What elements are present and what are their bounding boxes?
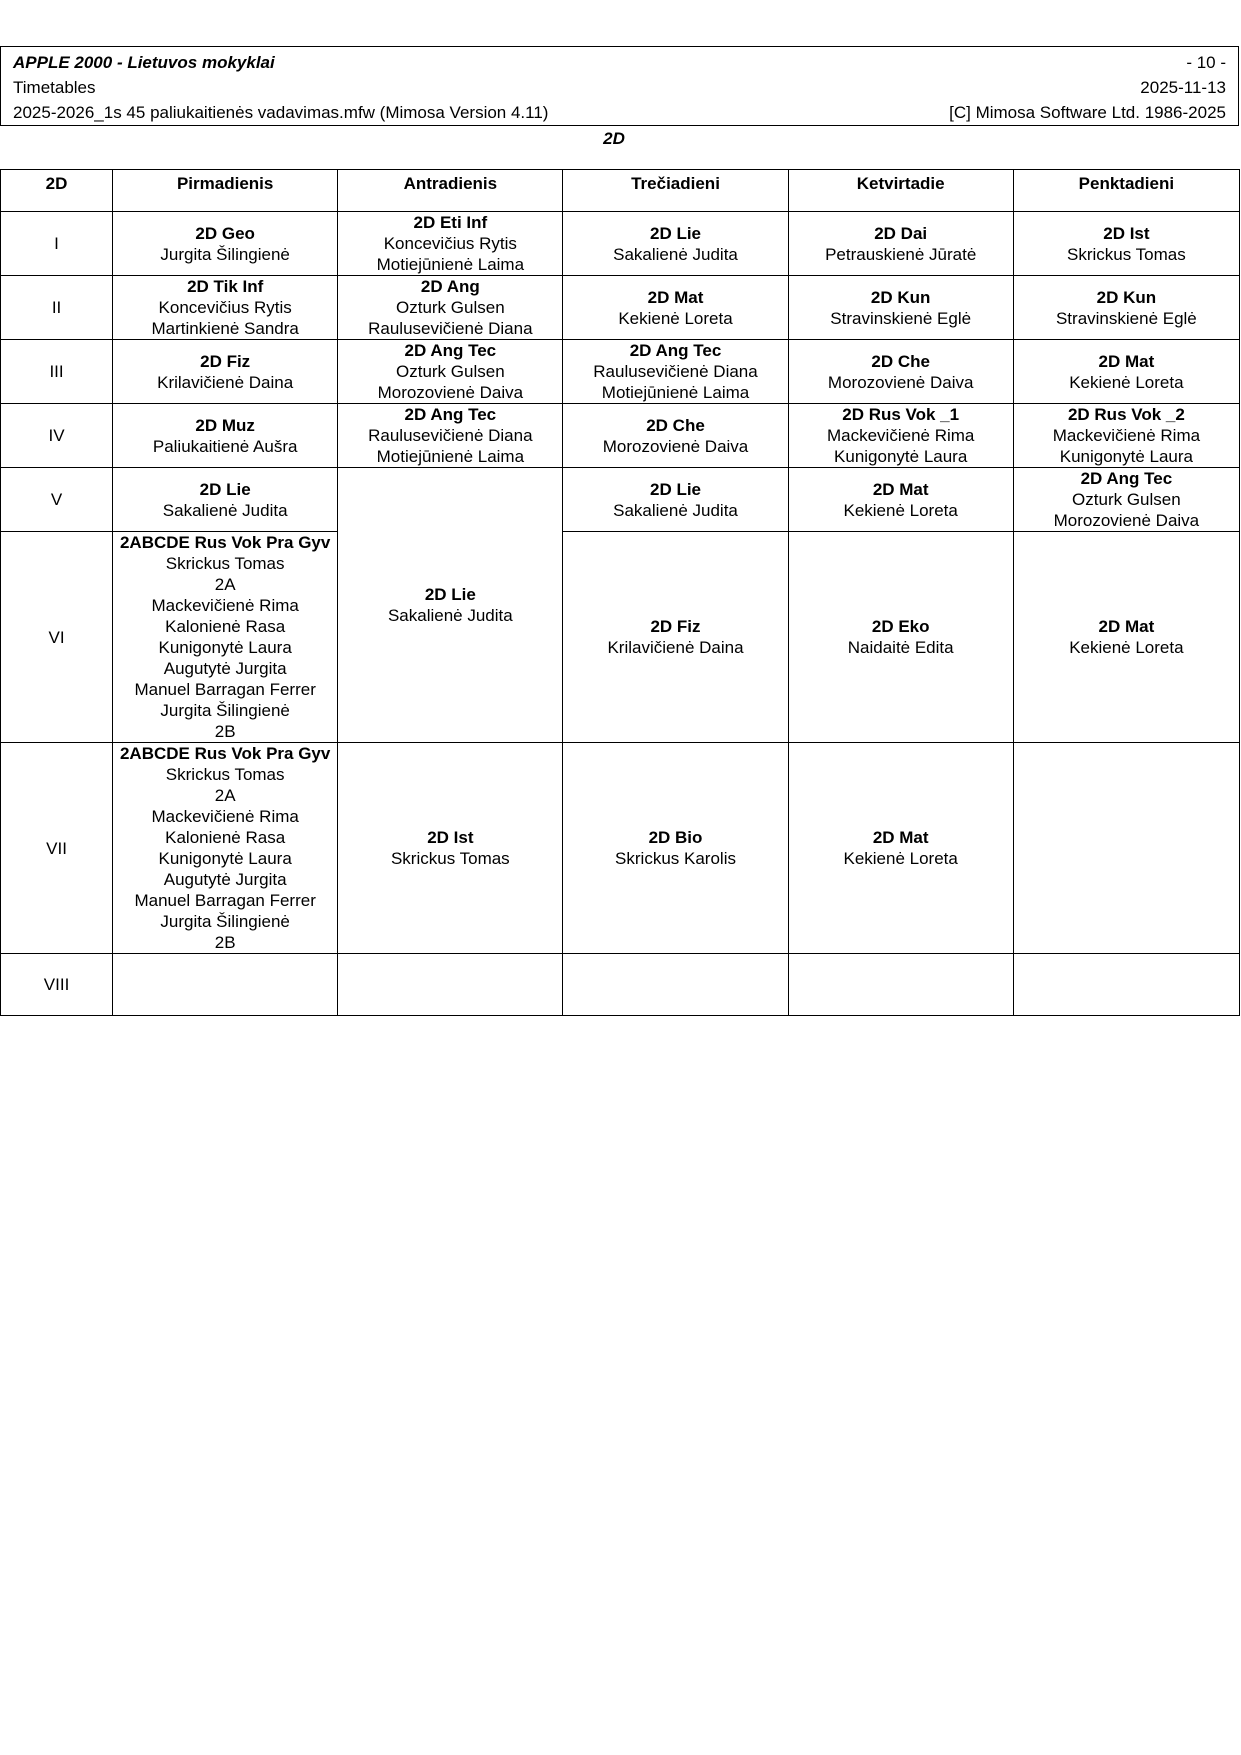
lesson-subject: 2D Kun [1096,287,1157,307]
lesson-teacher: Jurgita Šilingienė [160,912,290,931]
page-number: - 10 - [1186,53,1226,72]
period-label: VIII [1,954,113,1016]
lesson-cell [1013,212,1239,276]
lesson-teacher: Koncevičius Rytis [158,298,292,317]
lesson-subject: 2D Kun [870,287,931,307]
lesson-teacher: Kunigonytė Laura [158,638,292,657]
lesson-teacher: Manuel Barragan Ferrer [134,891,316,910]
period-label: III [1,340,113,404]
lesson-cell [563,404,788,468]
lesson-subject: 2D Rus Vok _2 [1067,405,1185,424]
lesson-subject: 2D Ang Tec [404,341,497,360]
lesson-cell [1013,532,1239,743]
lesson-teacher: Mackevičienė Rima [151,807,299,826]
day-header: Antradienis [338,170,563,212]
lesson-teacher: Skrickus Karolis [615,849,736,868]
lesson-teacher: Sakalienė Judita [613,244,738,264]
lesson-teacher: Koncevičius Rytis [383,234,517,253]
lesson-teacher: Motiejūnienė Laima [376,255,525,274]
empty-lesson-cell [113,954,338,1016]
lesson-subject: 2D Eti Inf [413,213,488,232]
lesson-teacher: Paliukaitienė Aušra [152,436,298,456]
lesson-subject: 2D Lie [424,585,476,604]
lesson-teacher: Motiejūnienė Laima [376,447,525,466]
timetable [0,169,1240,1016]
lesson-teacher: Skrickus Tomas [390,849,510,868]
empty-lesson-cell [1013,954,1239,1016]
lesson-cell [563,743,788,954]
lesson-cell [788,276,1013,340]
lesson-cell [338,340,563,404]
lesson-cell [788,743,1013,954]
lesson-teacher: Raulusevičienė Diana [593,362,758,381]
lesson-teacher: Manuel Barragan Ferrer [134,680,316,699]
lesson-teacher: Petrauskienė Jūratė [825,244,977,264]
lesson-cell [113,468,338,532]
lesson-teacher: Sakalienė Judita [162,500,288,520]
lesson-teacher: Augutytė Jurgita [163,659,287,678]
school-title: APPLE 2000 - Lietuvos mokyklai [13,53,275,72]
period-label: VII [1,743,113,954]
lesson-teacher: Skrickus Tomas [165,554,285,573]
lesson-cell [788,404,1013,468]
lesson-subject: 2D Geo [195,223,255,243]
lesson-teacher: Augutytė Jurgita [163,870,287,889]
lesson-teacher: Motiejūnienė Laima [601,383,750,402]
lesson-subject: 2D Mat [1098,617,1155,636]
lesson-subject: 2D Lie [649,223,702,243]
lesson-subject: 2D Mat [872,828,929,847]
period-label: II [1,276,113,340]
lesson-teacher: Kekienė Loreta [618,308,733,328]
lesson-cell [113,404,338,468]
class-caption: 2D [603,129,625,148]
lesson-teacher: Mackevičienė Rima [1052,426,1201,445]
lesson-teacher: Krilavičienė Daina [157,372,294,392]
lesson-cell [788,532,1013,743]
lesson-cell [563,468,788,532]
lesson-teacher: 2A [214,575,236,594]
lesson-teacher: 2B [214,933,236,952]
lesson-teacher: Morozovienė Daiva [602,436,749,456]
lesson-teacher: 2A [214,786,236,805]
lesson-cell [113,212,338,276]
lesson-teacher: Raulusevičienė Diana [368,426,533,445]
lesson-cell [788,468,1013,532]
lesson-subject: 2D Ist [427,828,474,847]
lesson-cell [1013,468,1239,532]
lesson-subject: 2D Bio [648,828,703,847]
document-header [0,46,1239,126]
lesson-subject: 2D Fiz [650,617,701,636]
period-label: V [1,468,113,532]
lesson-subject: 2D Fiz [200,351,251,371]
lesson-teacher: 2B [214,722,236,741]
lesson-subject: 2ABCDE Rus Vok Pra Gyv [119,744,331,763]
lesson-cell [113,532,338,743]
lesson-subject: 2D Muz [195,415,255,435]
lesson-cell [563,532,788,743]
lesson-teacher: Krilavičienė Daina [607,638,744,657]
lesson-cell [563,212,788,276]
lesson-teacher: Mackevičienė Rima [151,596,299,615]
lesson-subject: 2D Tik Inf [187,277,264,296]
day-header: Ketvirtadie [788,170,1013,212]
lesson-teacher: Ozturk Gulsen [1072,490,1181,509]
lesson-teacher: Sakalienė Judita [387,606,513,625]
lesson-cell [788,340,1013,404]
lesson-teacher: Kekienė Loreta [1069,638,1184,657]
lesson-cell [338,743,563,954]
lesson-cell [338,212,563,276]
lesson-teacher: Kunigonytė Laura [158,849,292,868]
day-header: Penktadieni [1013,170,1239,212]
lesson-teacher: Kekienė Loreta [843,849,958,868]
lesson-teacher: Kalonienė Rasa [165,617,286,636]
lesson-teacher: Ozturk Gulsen [396,298,505,317]
lesson-subject: 2D Che [646,415,705,435]
lesson-subject: 2D Mat [872,479,929,499]
lesson-teacher: Stravinskienė Eglė [1055,308,1197,328]
lesson-cell [788,212,1013,276]
period-label: I [1,212,113,276]
empty-lesson-cell [563,954,788,1016]
period-label: VI [1,532,113,743]
lesson-subject: 2D Mat [647,287,704,307]
lesson-teacher: Sakalienė Judita [613,500,738,520]
lesson-teacher: Jurgita Šilingienė [160,701,290,720]
lesson-cell [338,468,563,743]
lesson-teacher: Jurgita Šilingienė [160,244,290,264]
file-name: 2025-2026_1s 45 paliukaitienės vadavimas.mfw (Mimosa Version 4.11) [13,103,549,122]
lesson-teacher: Ozturk Gulsen [396,362,505,381]
lesson-teacher: Martinkienė Sandra [151,319,299,338]
lesson-cell [113,743,338,954]
empty-lesson-cell [1013,743,1239,954]
lesson-subject: 2D Lie [649,479,702,499]
corner-class-label: 2D [1,170,113,212]
lesson-subject: 2D Ang [420,277,480,296]
lesson-subject: 2D Eko [871,617,930,636]
lesson-cell [338,404,563,468]
lesson-subject: 2D Dai [874,223,928,243]
lesson-teacher: Morozovienė Daiva [827,372,974,392]
lesson-subject: 2D Lie [199,479,251,499]
lesson-subject: 2D Ang Tec [629,341,722,360]
lesson-cell [113,276,338,340]
lesson-teacher: Raulusevičienė Diana [368,319,533,338]
lesson-subject: 2ABCDE Rus Vok Pra Gyv [119,533,331,552]
lesson-teacher: Mackevičienė Rima [826,426,975,445]
lesson-subject: 2D Ang Tec [404,405,497,424]
document-subtitle: Timetables [13,78,96,97]
lesson-cell [563,276,788,340]
lesson-teacher: Skrickus Tomas [1067,244,1186,264]
period-label: IV [1,404,113,468]
lesson-subject: 2D Mat [1098,351,1155,371]
lesson-teacher: Morozovienė Daiva [1053,511,1200,530]
lesson-subject: 2D Ist [1103,223,1150,243]
lesson-teacher: Naidaitė Edita [847,638,954,657]
lesson-subject: 2D Ang Tec [1080,469,1173,488]
print-date: 2025-11-13 [1140,78,1226,97]
lesson-cell [113,340,338,404]
empty-lesson-cell [788,954,1013,1016]
lesson-teacher: Kekienė Loreta [1069,372,1184,392]
lesson-cell [563,340,788,404]
lesson-teacher: Morozovienė Daiva [377,383,524,402]
lesson-teacher: Skrickus Tomas [165,765,285,784]
copyright: [C] Mimosa Software Ltd. 1986-2025 [949,103,1226,122]
lesson-cell [1013,276,1239,340]
lesson-teacher: Kalonienė Rasa [165,828,286,847]
day-header: Pirmadienis [113,170,338,212]
lesson-teacher: Stravinskienė Eglė [830,308,972,328]
lesson-subject: 2D Che [871,351,930,371]
lesson-teacher: Kunigonytė Laura [1059,447,1194,466]
lesson-subject: 2D Rus Vok _1 [842,405,960,424]
lesson-teacher: Kunigonytė Laura [834,447,968,466]
lesson-cell [1013,340,1239,404]
lesson-cell [338,276,563,340]
empty-lesson-cell [338,954,563,1016]
lesson-cell [1013,404,1239,468]
day-header: Trečiadieni [563,170,788,212]
lesson-teacher: Kekienė Loreta [843,500,958,520]
